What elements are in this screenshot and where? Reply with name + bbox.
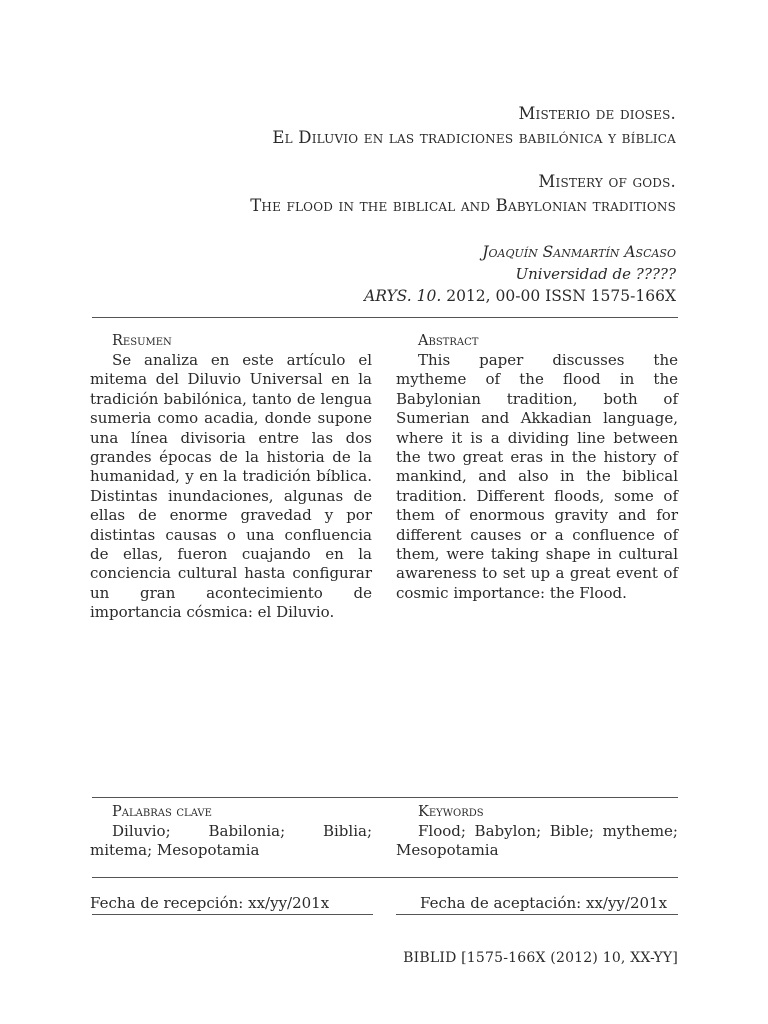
journal-name: ARYS. 10.: [364, 287, 442, 305]
title-en-line-1: Mistery of gods.: [538, 172, 676, 191]
rule-recepcion: [92, 914, 373, 915]
publication-details: 2012, 00-00 ISSN 1575-166X: [446, 287, 676, 305]
resumen-text: Se analiza en este artículo el mitema del Diluvio Universal en la tradición babilónica, tanto de lengua sumeria como acadia, donde supone una línea divisoria entre las dos grandes épocas de la historia de la humanidad, y en la tradición bíblica. Distintas inundaciones, algunas de ellas de enorme gravedad y por distintas causas o una confluencia de ellas, fueron cuajando en la conciencia cultural hasta configurar un gran acontecimiento de importancia cósmica: el Diluvio.: [90, 351, 372, 622]
rule-dates: [92, 877, 678, 878]
title-block: [116, 102, 676, 307]
keywords-text: Flood; Babylon; Bible; mytheme; Mesopotamia: [396, 822, 678, 860]
abstract-heading: Abstract: [418, 333, 479, 349]
keywords-heading: Keywords: [418, 804, 484, 820]
palabras-clave-text: Diluvio; Babilonia; Biblia; mitema; Mesopotamia: [90, 822, 372, 860]
fecha-recepcion: Fecha de recepción: xx/yy/201x: [90, 894, 330, 912]
title-en-line-2: The flood in the biblical and Babylonian traditions: [250, 196, 676, 215]
abstract-section: [396, 332, 678, 603]
keywords-section: [396, 803, 678, 861]
fecha-aceptacion: Fecha de aceptación: xx/yy/201x: [420, 894, 668, 912]
resumen-section: [90, 332, 372, 623]
biblid-footer: BIBLID [1575-166X (2012) 10, XX-YY]: [403, 950, 678, 966]
palabras-clave-heading: Palabras clave: [112, 804, 212, 820]
author-name: Joaquín Sanmartín Ascaso: [482, 243, 676, 261]
rule-top: [92, 317, 678, 318]
publication-info: [116, 285, 676, 307]
resumen-heading: Resumen: [112, 333, 172, 349]
rule-keywords: [92, 797, 678, 798]
author-affiliation: Universidad de ?????: [515, 265, 676, 283]
palabras-clave-section: [90, 803, 372, 861]
abstract-text: This paper discusses the mytheme of the flood in the Babylonian tradition, both of Sumerian and Akkadian language, where it is a dividing line between the two great eras in the history of mankind, and also in the biblical tradition. Different floods, some of them of enormous gravity and for different causes or a confluence of them, were taking shape in cultural awareness to set up a great event of cosmic importance: the Flood.: [396, 351, 678, 602]
rule-aceptacion: [396, 914, 678, 915]
title-es-line-1: Misterio de dioses.: [518, 104, 676, 123]
title-es-line-2: El Diluvio en las tradiciones babilónica y bíblica: [272, 128, 676, 147]
